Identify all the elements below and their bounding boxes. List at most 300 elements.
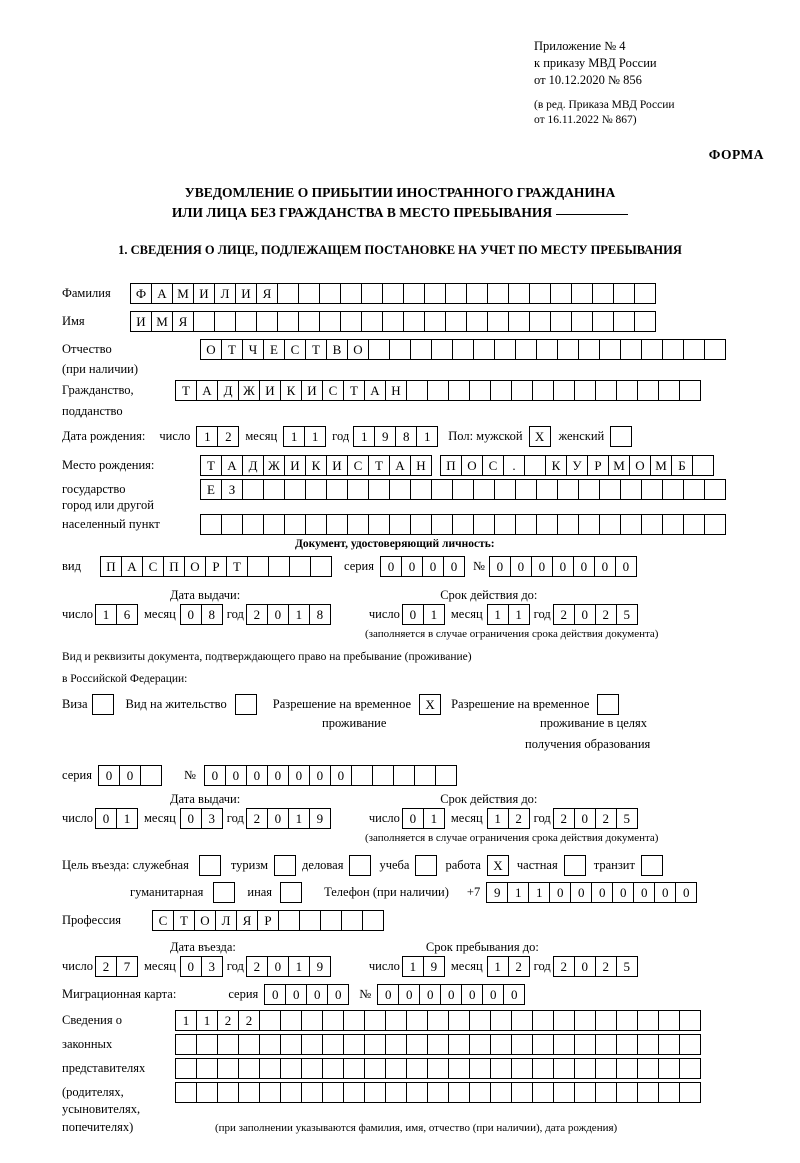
char-cell[interactable] [263, 514, 285, 535]
char-cell[interactable] [410, 514, 432, 535]
char-cell[interactable]: 1 [507, 882, 529, 903]
char-cell[interactable] [410, 339, 432, 360]
char-cell[interactable]: 0 [615, 556, 637, 577]
char-cell[interactable] [301, 1010, 323, 1031]
char-cell[interactable] [536, 514, 558, 535]
char-cell[interactable] [658, 1034, 680, 1055]
char-cell[interactable] [280, 1034, 302, 1055]
char-cell[interactable] [278, 910, 300, 931]
char-cell[interactable] [452, 479, 474, 500]
char-cell[interactable] [310, 556, 332, 577]
char-cell[interactable]: Р [205, 556, 227, 577]
char-cell[interactable]: 1 [116, 808, 138, 829]
char-cell[interactable] [571, 311, 593, 332]
char-cell[interactable] [490, 1010, 512, 1031]
char-cell[interactable]: Т [368, 455, 390, 476]
purpose-study-checkbox[interactable] [415, 855, 437, 876]
phone-input[interactable] [486, 882, 697, 903]
char-cell[interactable]: 1 [416, 426, 438, 447]
char-cell[interactable] [393, 765, 415, 786]
legal-rep-input-line3[interactable] [175, 1058, 701, 1079]
char-cell[interactable]: Л [214, 283, 236, 304]
visa-checkbox[interactable] [92, 694, 114, 715]
char-cell[interactable]: У [566, 455, 588, 476]
char-cell[interactable]: 2 [246, 604, 268, 625]
char-cell[interactable]: . [503, 455, 525, 476]
doc-kind-input[interactable] [100, 556, 332, 577]
birth-year-input[interactable] [353, 426, 438, 447]
sex-male-checkbox[interactable]: Х [529, 426, 551, 447]
char-cell[interactable] [511, 1058, 533, 1079]
char-cell[interactable]: П [440, 455, 462, 476]
char-cell[interactable] [448, 1034, 470, 1055]
char-cell[interactable] [616, 1034, 638, 1055]
char-cell[interactable] [532, 1058, 554, 1079]
char-cell[interactable] [326, 514, 348, 535]
char-cell[interactable] [469, 1082, 491, 1103]
char-cell[interactable]: 2 [246, 808, 268, 829]
char-cell[interactable] [414, 765, 436, 786]
char-cell[interactable]: 1 [487, 956, 509, 977]
char-cell[interactable]: А [121, 556, 143, 577]
char-cell[interactable] [550, 283, 572, 304]
char-cell[interactable] [595, 1010, 617, 1031]
char-cell[interactable] [368, 479, 390, 500]
char-cell[interactable] [613, 311, 635, 332]
char-cell[interactable]: 0 [377, 984, 399, 1005]
char-cell[interactable]: 0 [246, 765, 268, 786]
char-cell[interactable]: 8 [395, 426, 417, 447]
char-cell[interactable]: 1 [95, 604, 117, 625]
char-cell[interactable] [532, 1082, 554, 1103]
char-cell[interactable]: С [142, 556, 164, 577]
char-cell[interactable]: 0 [288, 765, 310, 786]
char-cell[interactable] [515, 479, 537, 500]
permit-valid-year-input[interactable] [553, 808, 638, 829]
char-cell[interactable]: 0 [306, 984, 328, 1005]
char-cell[interactable]: 1 [423, 604, 445, 625]
char-cell[interactable]: Т [343, 380, 365, 401]
char-cell[interactable]: 1 [353, 426, 375, 447]
char-cell[interactable]: 2 [238, 1010, 260, 1031]
char-cell[interactable]: Я [236, 910, 258, 931]
char-cell[interactable] [322, 1034, 344, 1055]
char-cell[interactable]: Т [175, 380, 197, 401]
char-cell[interactable] [469, 1010, 491, 1031]
char-cell[interactable]: 2 [508, 808, 530, 829]
char-cell[interactable] [595, 1034, 617, 1055]
char-cell[interactable] [553, 1082, 575, 1103]
char-cell[interactable] [389, 479, 411, 500]
char-cell[interactable]: 0 [380, 556, 402, 577]
char-cell[interactable]: 1 [402, 956, 424, 977]
purpose-tourism-checkbox[interactable] [274, 855, 296, 876]
char-cell[interactable]: 0 [401, 556, 423, 577]
char-cell[interactable] [259, 1034, 281, 1055]
char-cell[interactable] [550, 311, 572, 332]
char-cell[interactable] [364, 1082, 386, 1103]
char-cell[interactable]: 0 [267, 765, 289, 786]
char-cell[interactable] [536, 339, 558, 360]
char-cell[interactable] [529, 283, 551, 304]
char-cell[interactable]: А [151, 283, 173, 304]
char-cell[interactable] [511, 1010, 533, 1031]
char-cell[interactable] [406, 1082, 428, 1103]
char-cell[interactable] [466, 311, 488, 332]
char-cell[interactable]: Д [242, 455, 264, 476]
char-cell[interactable]: Т [200, 455, 222, 476]
char-cell[interactable] [347, 514, 369, 535]
char-cell[interactable] [256, 311, 278, 332]
char-cell[interactable] [340, 311, 362, 332]
doc-issue-year-input[interactable] [246, 604, 331, 625]
char-cell[interactable] [616, 380, 638, 401]
char-cell[interactable] [662, 339, 684, 360]
birth-city-input-line1[interactable] [440, 455, 714, 476]
char-cell[interactable] [298, 311, 320, 332]
char-cell[interactable]: 0 [98, 765, 120, 786]
char-cell[interactable] [301, 1058, 323, 1079]
char-cell[interactable] [385, 1058, 407, 1079]
char-cell[interactable] [403, 311, 425, 332]
permit-number-input[interactable] [204, 765, 457, 786]
char-cell[interactable] [259, 1010, 281, 1031]
char-cell[interactable] [340, 283, 362, 304]
char-cell[interactable] [445, 311, 467, 332]
char-cell[interactable]: 9 [309, 956, 331, 977]
char-cell[interactable]: С [284, 339, 306, 360]
char-cell[interactable] [368, 339, 390, 360]
char-cell[interactable]: 0 [510, 556, 532, 577]
char-cell[interactable]: 0 [612, 882, 634, 903]
char-cell[interactable] [347, 479, 369, 500]
citizenship-input[interactable] [175, 380, 701, 401]
char-cell[interactable] [364, 1058, 386, 1079]
doc-issue-day-input[interactable] [95, 604, 138, 625]
char-cell[interactable] [322, 1010, 344, 1031]
char-cell[interactable]: Т [173, 910, 195, 931]
char-cell[interactable] [532, 1010, 554, 1031]
char-cell[interactable] [679, 1034, 701, 1055]
stay-day-input[interactable] [402, 956, 445, 977]
migration-card-series-input[interactable] [264, 984, 349, 1005]
doc-issue-month-input[interactable] [180, 604, 223, 625]
char-cell[interactable]: 0 [204, 765, 226, 786]
char-cell[interactable] [217, 1082, 239, 1103]
birth-month-input[interactable] [283, 426, 326, 447]
char-cell[interactable] [637, 1082, 659, 1103]
char-cell[interactable]: О [194, 910, 216, 931]
char-cell[interactable] [217, 1058, 239, 1079]
permit-valid-month-input[interactable] [487, 808, 530, 829]
char-cell[interactable] [406, 1058, 428, 1079]
char-cell[interactable] [431, 339, 453, 360]
char-cell[interactable] [679, 380, 701, 401]
char-cell[interactable]: 1 [288, 808, 310, 829]
char-cell[interactable] [679, 1010, 701, 1031]
legal-rep-input-line2[interactable] [175, 1034, 701, 1055]
char-cell[interactable] [200, 514, 222, 535]
char-cell[interactable]: 0 [489, 556, 511, 577]
char-cell[interactable] [574, 1058, 596, 1079]
char-cell[interactable]: 0 [570, 882, 592, 903]
char-cell[interactable]: 1 [196, 426, 218, 447]
char-cell[interactable] [305, 479, 327, 500]
char-cell[interactable] [362, 910, 384, 931]
char-cell[interactable] [301, 1034, 323, 1055]
char-cell[interactable]: 0 [482, 984, 504, 1005]
char-cell[interactable] [259, 1082, 281, 1103]
doc-series-input[interactable] [380, 556, 465, 577]
char-cell[interactable] [140, 765, 162, 786]
char-cell[interactable]: 0 [531, 556, 553, 577]
char-cell[interactable]: 7 [116, 956, 138, 977]
char-cell[interactable]: Р [587, 455, 609, 476]
sex-female-checkbox[interactable] [610, 426, 632, 447]
char-cell[interactable]: 1 [288, 956, 310, 977]
doc-number-input[interactable] [489, 556, 637, 577]
char-cell[interactable]: 2 [595, 808, 617, 829]
char-cell[interactable] [289, 556, 311, 577]
char-cell[interactable] [320, 910, 342, 931]
char-cell[interactable] [683, 514, 705, 535]
purpose-work-checkbox[interactable]: Х [487, 855, 509, 876]
char-cell[interactable]: 0 [180, 808, 202, 829]
char-cell[interactable] [466, 283, 488, 304]
char-cell[interactable]: И [259, 380, 281, 401]
char-cell[interactable]: 2 [217, 1010, 239, 1031]
char-cell[interactable] [469, 1034, 491, 1055]
char-cell[interactable] [424, 283, 446, 304]
char-cell[interactable]: 0 [180, 604, 202, 625]
char-cell[interactable] [452, 514, 474, 535]
char-cell[interactable]: 0 [225, 765, 247, 786]
char-cell[interactable]: И [301, 380, 323, 401]
char-cell[interactable] [524, 455, 546, 476]
char-cell[interactable]: 0 [654, 882, 676, 903]
char-cell[interactable]: 8 [309, 604, 331, 625]
char-cell[interactable] [284, 514, 306, 535]
char-cell[interactable] [427, 1082, 449, 1103]
char-cell[interactable] [372, 765, 394, 786]
char-cell[interactable] [427, 380, 449, 401]
surname-input[interactable] [130, 283, 656, 304]
char-cell[interactable] [424, 311, 446, 332]
char-cell[interactable] [574, 1034, 596, 1055]
char-cell[interactable] [574, 1082, 596, 1103]
char-cell[interactable] [620, 339, 642, 360]
char-cell[interactable]: П [163, 556, 185, 577]
char-cell[interactable]: 2 [595, 604, 617, 625]
char-cell[interactable] [448, 1010, 470, 1031]
purpose-transit-checkbox[interactable] [641, 855, 663, 876]
char-cell[interactable]: 1 [288, 604, 310, 625]
char-cell[interactable] [299, 910, 321, 931]
char-cell[interactable]: О [629, 455, 651, 476]
char-cell[interactable]: 0 [461, 984, 483, 1005]
char-cell[interactable]: 0 [443, 556, 465, 577]
char-cell[interactable] [637, 1058, 659, 1079]
char-cell[interactable]: 2 [246, 956, 268, 977]
char-cell[interactable] [196, 1034, 218, 1055]
char-cell[interactable] [448, 1058, 470, 1079]
char-cell[interactable]: 1 [196, 1010, 218, 1031]
char-cell[interactable] [221, 514, 243, 535]
char-cell[interactable]: А [389, 455, 411, 476]
char-cell[interactable]: Е [263, 339, 285, 360]
char-cell[interactable] [410, 479, 432, 500]
char-cell[interactable]: И [326, 455, 348, 476]
char-cell[interactable] [389, 339, 411, 360]
char-cell[interactable] [511, 380, 533, 401]
char-cell[interactable]: Н [410, 455, 432, 476]
char-cell[interactable] [683, 479, 705, 500]
char-cell[interactable]: 2 [553, 604, 575, 625]
char-cell[interactable] [431, 479, 453, 500]
char-cell[interactable]: Т [221, 339, 243, 360]
char-cell[interactable] [599, 339, 621, 360]
char-cell[interactable] [280, 1082, 302, 1103]
char-cell[interactable] [494, 514, 516, 535]
char-cell[interactable] [511, 1034, 533, 1055]
char-cell[interactable]: 0 [309, 765, 331, 786]
char-cell[interactable]: 0 [180, 956, 202, 977]
char-cell[interactable] [658, 1010, 680, 1031]
char-cell[interactable] [469, 380, 491, 401]
char-cell[interactable]: С [322, 380, 344, 401]
char-cell[interactable] [557, 339, 579, 360]
char-cell[interactable]: И [193, 283, 215, 304]
char-cell[interactable]: 0 [574, 956, 596, 977]
char-cell[interactable] [490, 1058, 512, 1079]
char-cell[interactable] [574, 1010, 596, 1031]
char-cell[interactable]: 5 [616, 956, 638, 977]
temp-residence-checkbox[interactable]: Х [419, 694, 441, 715]
char-cell[interactable] [469, 1058, 491, 1079]
char-cell[interactable]: Ф [130, 283, 152, 304]
char-cell[interactable] [616, 1058, 638, 1079]
char-cell[interactable]: 0 [549, 882, 571, 903]
edu-residence-checkbox[interactable] [597, 694, 619, 715]
char-cell[interactable]: 1 [423, 808, 445, 829]
char-cell[interactable]: 9 [374, 426, 396, 447]
char-cell[interactable]: 2 [95, 956, 117, 977]
char-cell[interactable]: Ж [263, 455, 285, 476]
char-cell[interactable] [487, 283, 509, 304]
char-cell[interactable] [620, 479, 642, 500]
char-cell[interactable] [662, 514, 684, 535]
char-cell[interactable]: Т [226, 556, 248, 577]
char-cell[interactable] [175, 1082, 197, 1103]
char-cell[interactable] [389, 514, 411, 535]
char-cell[interactable] [448, 380, 470, 401]
char-cell[interactable] [406, 380, 428, 401]
char-cell[interactable]: 1 [528, 882, 550, 903]
char-cell[interactable] [385, 1082, 407, 1103]
char-cell[interactable]: 0 [422, 556, 444, 577]
purpose-humanitarian-checkbox[interactable] [213, 882, 235, 903]
char-cell[interactable] [319, 283, 341, 304]
char-cell[interactable] [578, 339, 600, 360]
char-cell[interactable] [515, 514, 537, 535]
char-cell[interactable]: 0 [419, 984, 441, 1005]
char-cell[interactable]: 0 [95, 808, 117, 829]
birth-city-input-line2[interactable] [200, 479, 726, 500]
char-cell[interactable] [490, 1082, 512, 1103]
char-cell[interactable] [508, 283, 530, 304]
birth-city-input-line3[interactable] [200, 514, 726, 535]
char-cell[interactable]: О [200, 339, 222, 360]
char-cell[interactable] [662, 479, 684, 500]
legal-rep-input-line4[interactable] [175, 1082, 701, 1103]
char-cell[interactable] [322, 1082, 344, 1103]
char-cell[interactable]: 5 [616, 604, 638, 625]
char-cell[interactable]: 0 [327, 984, 349, 1005]
char-cell[interactable] [448, 1082, 470, 1103]
char-cell[interactable] [175, 1034, 197, 1055]
char-cell[interactable] [385, 1010, 407, 1031]
stay-month-input[interactable] [487, 956, 530, 977]
purpose-private-checkbox[interactable] [564, 855, 586, 876]
char-cell[interactable] [634, 311, 656, 332]
char-cell[interactable]: А [364, 380, 386, 401]
entry-year-input[interactable] [246, 956, 331, 977]
char-cell[interactable]: М [172, 283, 194, 304]
permit-series-input[interactable] [98, 765, 162, 786]
entry-month-input[interactable] [180, 956, 223, 977]
char-cell[interactable]: 0 [594, 556, 616, 577]
char-cell[interactable] [557, 514, 579, 535]
char-cell[interactable]: П [100, 556, 122, 577]
char-cell[interactable] [658, 380, 680, 401]
char-cell[interactable]: 0 [552, 556, 574, 577]
char-cell[interactable]: 1 [487, 604, 509, 625]
char-cell[interactable]: М [151, 311, 173, 332]
char-cell[interactable] [616, 1010, 638, 1031]
char-cell[interactable] [704, 479, 726, 500]
char-cell[interactable] [704, 514, 726, 535]
char-cell[interactable] [322, 1058, 344, 1079]
char-cell[interactable]: М [608, 455, 630, 476]
char-cell[interactable] [305, 514, 327, 535]
char-cell[interactable]: 3 [201, 956, 223, 977]
char-cell[interactable] [368, 514, 390, 535]
char-cell[interactable]: К [280, 380, 302, 401]
char-cell[interactable]: 2 [508, 956, 530, 977]
char-cell[interactable] [578, 514, 600, 535]
birth-state-input[interactable] [200, 455, 432, 476]
char-cell[interactable] [616, 1082, 638, 1103]
char-cell[interactable] [193, 311, 215, 332]
char-cell[interactable]: 0 [264, 984, 286, 1005]
char-cell[interactable]: 6 [116, 604, 138, 625]
char-cell[interactable]: 3 [201, 808, 223, 829]
char-cell[interactable] [532, 1034, 554, 1055]
char-cell[interactable] [658, 1082, 680, 1103]
char-cell[interactable]: 0 [573, 556, 595, 577]
char-cell[interactable]: 0 [402, 808, 424, 829]
char-cell[interactable]: 0 [267, 956, 289, 977]
char-cell[interactable] [242, 514, 264, 535]
char-cell[interactable]: К [545, 455, 567, 476]
char-cell[interactable] [326, 479, 348, 500]
char-cell[interactable]: Т [305, 339, 327, 360]
char-cell[interactable] [175, 1058, 197, 1079]
char-cell[interactable]: А [196, 380, 218, 401]
char-cell[interactable] [473, 514, 495, 535]
char-cell[interactable]: Ж [238, 380, 260, 401]
char-cell[interactable] [196, 1058, 218, 1079]
